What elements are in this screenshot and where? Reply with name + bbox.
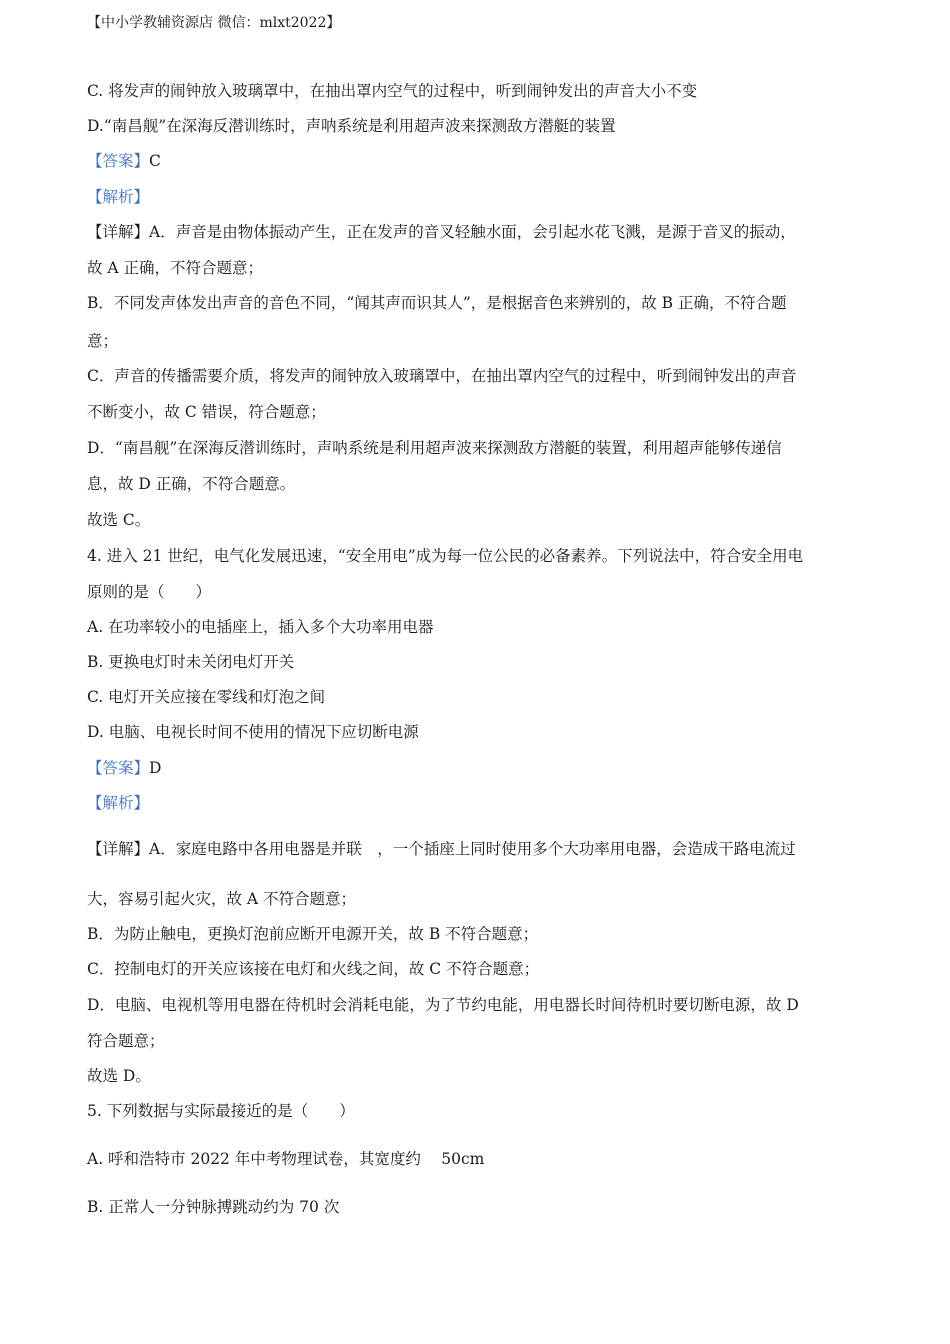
answer-label: 【答案】 [87,759,150,777]
q4-option-d: D. 电脑、电视长时间不使用的情况下应切断电源 [87,723,419,741]
page-header: 【中小学教辅资源店 微信：mlxt2022】 [87,15,341,31]
q4-detail-line: B．为防止触电，更换灯泡前应断开电源开关，故 B 不符合题意； [87,925,539,943]
q4-detail-line: 大，容易引起火灾，故 A 不符合题意； [87,890,357,908]
q4-detail-line: D．电脑、电视机等用电器在待机时会消耗电能，为了节约电能，用电器长时间待机时要切断电源，故 D [87,996,799,1014]
q3-detail-line: 息，故 D 正确，不符合题意。 [87,475,296,493]
q4-stem: 原则的是（ ） [87,583,212,601]
q4-option-c: C. 电灯开关应接在零线和灯泡之间 [87,688,326,706]
answer-label: 【答案】 [87,152,150,170]
q3-detail-line [87,221,796,243]
q4-detail-line [87,838,796,860]
detail-text: A．家庭电路中各用电器是并联 ，一个插座上同时使用多个大功率用电器，会造成干路电流过 [149,840,796,858]
detail-text: A．声音是由物体振动产生，正在发声的音叉轻触水面，会引起水花飞溅，是源于音叉的振动， [149,223,796,241]
detail-label: 【详解】 [87,223,150,241]
detail-label: 【详解】 [87,840,150,858]
q3-detail-line: D．“南昌舰”在深海反潜训练时，声呐系统是利用超声波来探测敌方潜艇的装置，利用超声能够传递信 [87,439,782,457]
q3-option-d: D.“南昌舰”在深海反潜训练时，声呐系统是利用超声波来探测敌方潜艇的装置 [87,117,616,135]
q4-detail-line: C．控制电灯的开关应该接在电灯和火线之间，故 C 不符合题意； [87,960,540,978]
q3-detail-line: 不断变小，故 C 错误，符合题意； [87,403,326,421]
q3-detail-line: 故 A 正确，不符合题意； [87,259,264,277]
q3-analysis-label: 【解析】 [87,188,150,206]
q3-answer [87,150,161,172]
q3-option-c: C. 将发声的闹钟放入玻璃罩中，在抽出罩内空气的过程中，听到闹钟发出的声音大小不变 [87,82,698,100]
q4-detail-line: 符合题意； [87,1032,165,1050]
q4-stem: 4. 进入 21 世纪，电气化发展迅速，“安全用电”成为每一位公民的必备素养。下列说法中，符合安全用电 [87,547,804,565]
q5-option-b: B. 正常人一分钟脉搏跳动约为 70 次 [87,1198,340,1216]
q3-conclusion: 故选 C。 [87,511,151,529]
q5-option-a: A. 呼和浩特市 2022 年中考物理试卷，其宽度约 50cm [87,1150,485,1168]
q4-answer [87,757,161,779]
q4-option-a: A. 在功率较小的电插座上，插入多个大功率用电器 [87,618,434,636]
q4-conclusion: 故选 D。 [87,1067,151,1085]
q5-stem: 5. 下列数据与实际最接近的是（ ） [87,1102,355,1120]
answer-value: C [149,152,161,170]
q4-option-b: B. 更换电灯时未关闭电灯开关 [87,653,295,671]
q3-detail-line: C．声音的传播需要介质，将发声的闹钟放入玻璃罩中，在抽出罩内空气的过程中，听到闹钟发出的声音 [87,367,797,385]
q3-detail-line: B．不同发声体发出声音的音色不同，“闻其声而识其人”，是根据音色来辨别的，故 B 正确，不符合题 [87,294,787,312]
answer-value: D [149,759,162,777]
q3-detail-line: 意； [87,332,119,350]
q4-analysis-label: 【解析】 [87,794,150,812]
